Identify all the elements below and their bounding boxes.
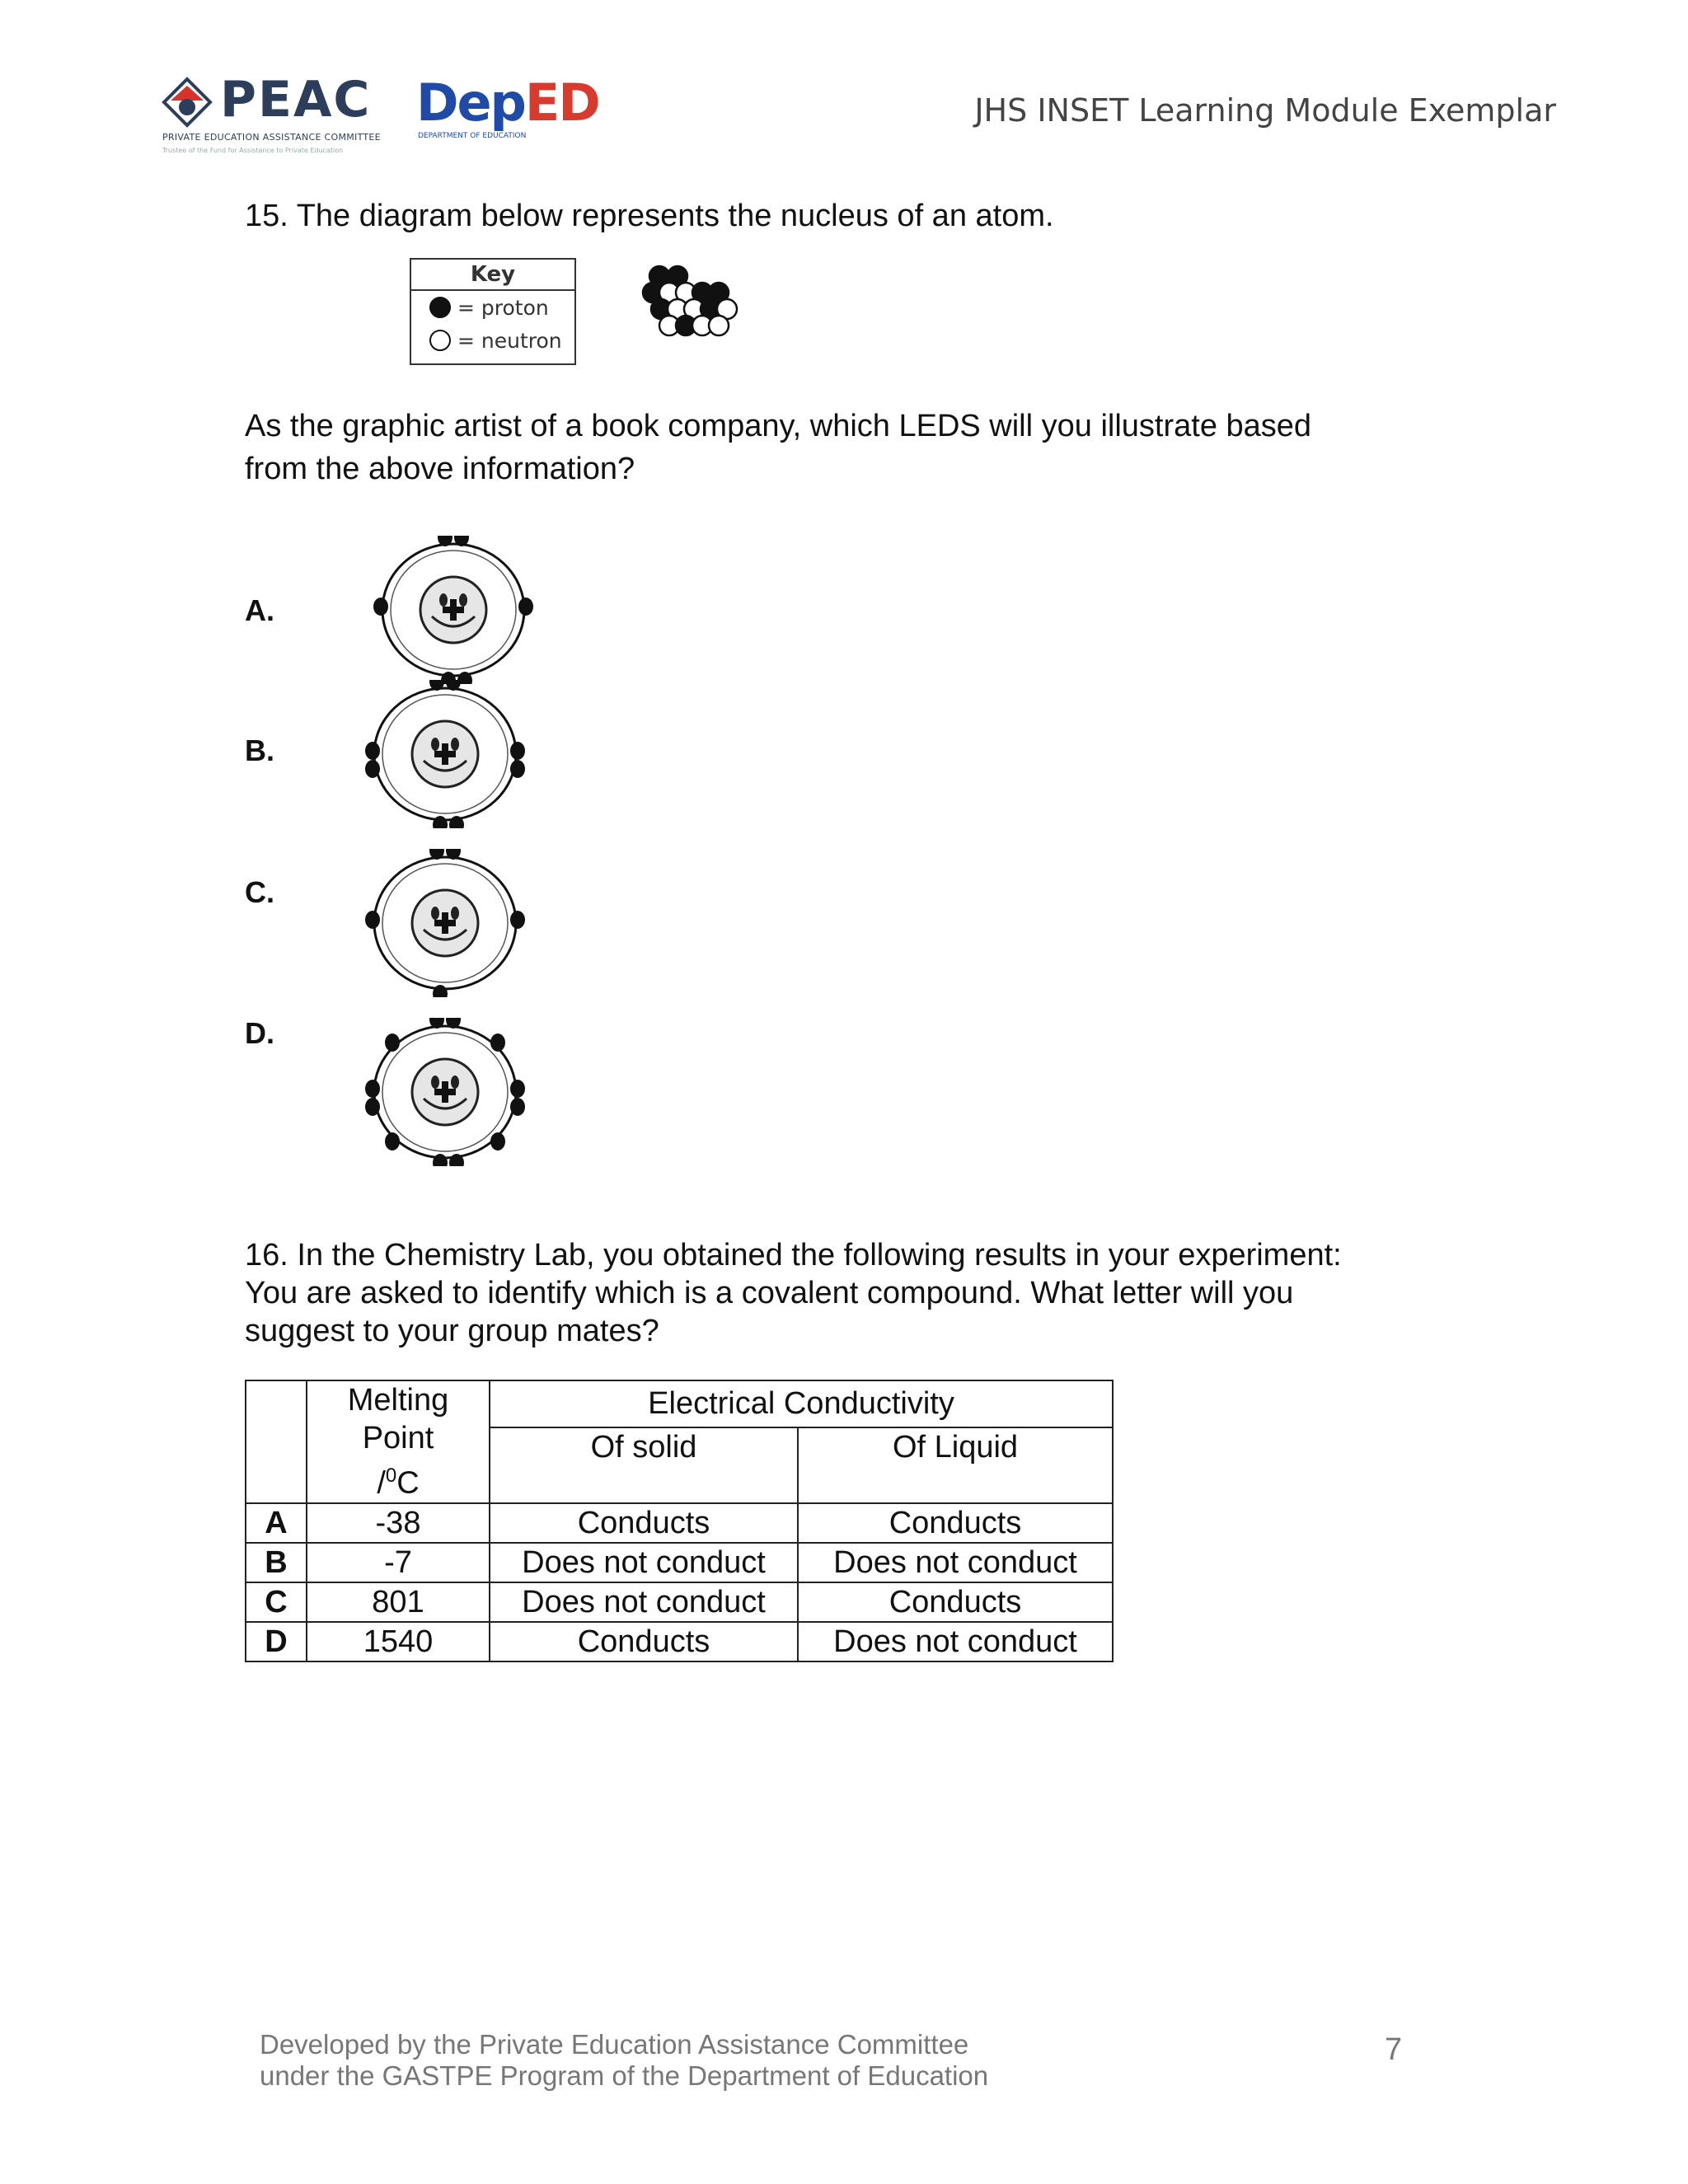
row-label: C [246, 1582, 307, 1622]
peac-emblem-icon [161, 76, 213, 129]
q15-question: 15. The diagram below represents the nucleus of an atom. [245, 199, 1054, 233]
face-eye [451, 738, 459, 751]
liquid-conductivity-cell: Does not conduct [798, 1543, 1113, 1582]
row-label: B [246, 1543, 307, 1582]
face-eye [431, 1076, 439, 1089]
key-title: Key [411, 260, 574, 291]
footer-line1: Developed by the Private Education Assistance Committee [260, 2029, 969, 2060]
solid-conductivity-cell: Conducts [490, 1622, 798, 1661]
deped-logo [416, 64, 599, 147]
electron-dot [385, 1033, 400, 1052]
mp-header-line3 [307, 1457, 489, 1502]
electron-dot [433, 1154, 448, 1166]
deped-logo-subtitle: DEPARTMENT OF EDUCATION [418, 132, 527, 140]
key-neutron-row [411, 324, 574, 357]
q16-line2: You are asked to identify which is a covalent compound. What letter will you [245, 1276, 1294, 1310]
neutron-dot-icon [429, 330, 451, 351]
electron-dot [510, 911, 525, 929]
electron-dot [490, 1033, 505, 1052]
peac-logo-subtitle: PRIVATE EDUCATION ASSISTANCE COMMITTEE [162, 132, 381, 143]
solid-conductivity-cell: Does not conduct [490, 1582, 798, 1622]
face-eye [451, 1076, 459, 1089]
legend-key [410, 258, 576, 365]
neutron-dot [709, 316, 729, 335]
solid-conductivity-cell: Does not conduct [490, 1543, 798, 1582]
electron-dot [365, 1080, 380, 1098]
choice-c-letter: C. [245, 875, 274, 909]
electron-dot [510, 1098, 525, 1116]
melting-point-header [307, 1380, 490, 1503]
liquid-conductivity-cell: Conducts [798, 1503, 1113, 1543]
face-eye [459, 593, 467, 607]
q16-question [245, 1236, 1342, 1350]
of-solid-header: Of solid [490, 1427, 798, 1503]
page-number: 7 [1385, 2032, 1403, 2067]
footer-credit [260, 2029, 988, 2092]
proton-dot-icon [429, 297, 451, 318]
key-proton-row [411, 291, 574, 324]
mp-header-suffix: C [396, 1465, 420, 1501]
q15-prompt-line2: from the above information? [245, 452, 635, 486]
plus-sign-bar [450, 599, 457, 621]
electron-dot [433, 816, 448, 828]
face-eye [431, 738, 439, 751]
peac-logo-tagline: Trustee of the Fund for Assistance to Private Education [162, 147, 344, 154]
choice-a-letter: A. [245, 593, 274, 627]
row-label: D [246, 1622, 307, 1661]
module-title: JHS INSET Learning Module Exemplar [974, 92, 1556, 129]
choice-b-letter: B. [245, 733, 274, 767]
electron-dot [365, 911, 380, 929]
electron-dot [510, 1080, 525, 1098]
footer-line2: under the GASTPE Program of the Department of Education [260, 2060, 989, 2091]
table-corner-cell [246, 1380, 307, 1503]
electron-dot [365, 1098, 380, 1116]
choice-a-lewis-diagram [371, 536, 536, 684]
of-liquid-header: Of Liquid [798, 1427, 1113, 1503]
q15-prompt [245, 407, 1311, 488]
electron-dot [518, 598, 533, 616]
liquid-conductivity-cell: Conducts [798, 1582, 1113, 1622]
electron-dot [365, 760, 380, 778]
mp-header-line2: Point [362, 1421, 434, 1455]
melting-point-cell: 801 [307, 1582, 490, 1622]
mp-header-line1: Melting [347, 1383, 449, 1418]
face-eye [451, 907, 459, 920]
plus-sign-bar [442, 912, 448, 934]
electron-dot [510, 742, 525, 760]
plus-sign-bar [442, 1081, 448, 1103]
key-neutron-label: = neutron [457, 328, 562, 353]
key-proton-label: = proton [457, 295, 549, 320]
table-row [246, 1622, 1113, 1661]
table-row [246, 1503, 1113, 1543]
q15-prompt-line1: As the graphic artist of a book company, which LEDS will you illustrate based [245, 409, 1312, 443]
table-row [246, 1582, 1113, 1622]
choice-b-lewis-diagram [363, 680, 528, 828]
melting-point-cell: -7 [307, 1543, 490, 1582]
peac-logo [161, 66, 400, 157]
q16-line1: 16. In the Chemistry Lab, you obtained the following results in your experiment: [245, 1238, 1342, 1272]
electron-dot [385, 1132, 400, 1151]
melting-point-cell: -38 [307, 1503, 490, 1543]
plus-sign-bar [442, 743, 448, 765]
melting-point-cell: 1540 [307, 1622, 490, 1661]
electron-dot [490, 1132, 505, 1151]
choice-c-lewis-diagram [363, 849, 528, 997]
choice-d-lewis-diagram [363, 1018, 528, 1166]
electrical-conductivity-header: Electrical Conductivity [490, 1380, 1113, 1427]
face-eye [439, 593, 448, 607]
electron-dot [373, 598, 388, 616]
row-label: A [246, 1503, 307, 1543]
solid-conductivity-cell: Conducts [490, 1503, 798, 1543]
results-table [245, 1380, 1114, 1662]
nucleus-diagram [626, 251, 767, 375]
face-eye [431, 907, 439, 920]
choice-d-letter: D. [245, 1016, 274, 1050]
deped-logo-text: DepED [416, 73, 599, 133]
mp-header-prefix: / [377, 1465, 386, 1501]
liquid-conductivity-cell: Does not conduct [798, 1622, 1113, 1661]
electron-dot [365, 742, 380, 760]
table-row [246, 1543, 1113, 1582]
q16-line3: suggest to your group mates? [245, 1314, 659, 1348]
electron-dot [510, 760, 525, 778]
peac-logo-text: PEAC [220, 71, 372, 129]
mp-header-sup: 0 [385, 1465, 397, 1487]
electron-dot [433, 985, 448, 997]
